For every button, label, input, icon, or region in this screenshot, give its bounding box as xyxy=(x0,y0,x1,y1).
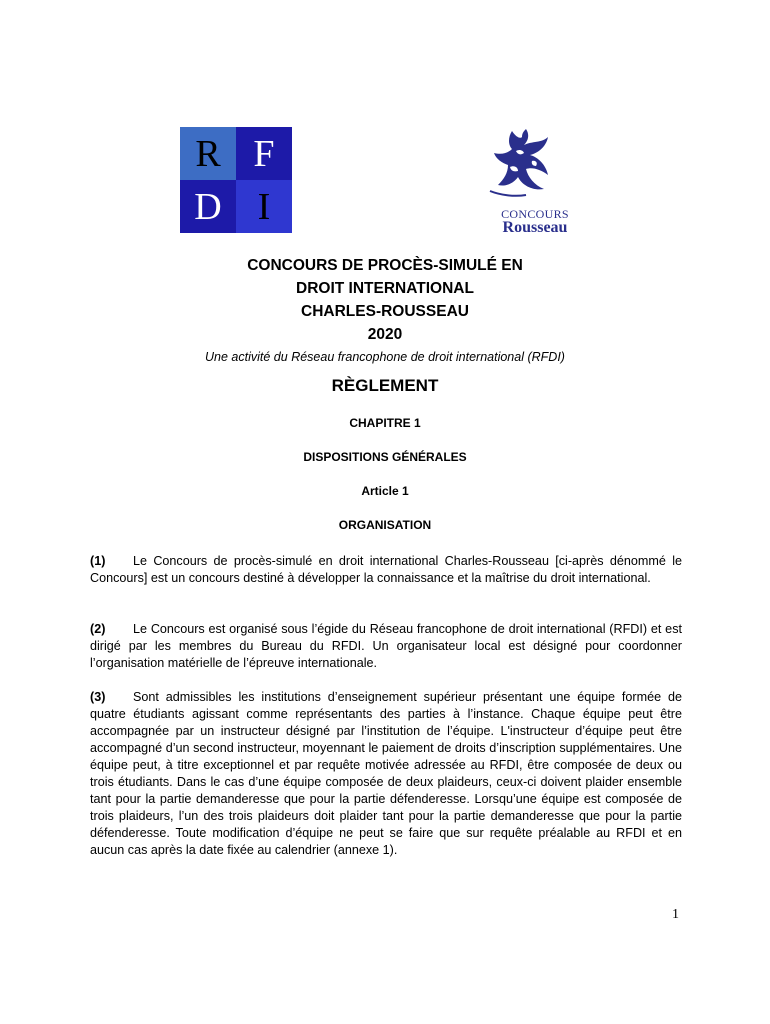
paragraph-number: (1) xyxy=(90,554,106,568)
bird-icon xyxy=(486,125,566,203)
paragraph-number: (3) xyxy=(90,690,106,704)
rfdi-letter-r: R xyxy=(180,127,236,180)
paragraph-1 xyxy=(90,553,682,587)
rfdi-letter-f: F xyxy=(236,127,292,180)
concours-rousseau-logo xyxy=(480,125,590,240)
paragraph-text: Le Concours de procès-simulé en droit international Charles-Rousseau [ci-après dénommé le Concours] est un concours destiné à développer la connaissance et la maîtrise du droit international. xyxy=(90,554,682,585)
title-line-4: 2020 xyxy=(367,326,403,343)
section-heading: DISPOSITIONS GÉNÉRALES xyxy=(303,450,467,464)
title-line-1: CONCOURS DE PROCÈS-SIMULÉ EN xyxy=(247,257,523,274)
title-line-2: DROIT INTERNATIONAL xyxy=(296,280,474,297)
title-line-3: CHARLES-ROUSSEAU xyxy=(301,303,469,320)
document-title xyxy=(80,254,690,366)
page-number: 1 xyxy=(672,907,679,922)
rfdi-letter-i: I xyxy=(236,180,292,233)
concours-logo-line2: Rousseau xyxy=(502,219,568,236)
paragraph-text: Sont admissibles les institutions d’enseignement supérieur présentant une équipe formée de quatre étudiants agissant comme représentants des parties à l’instance. Chaque équipe peut être accompagnée par un instructeur désigné par l’institution de l’équipe. L'instructeur d’équipe peut être accompagné d’un second instructeur, moyennant le paiement de droits d’inscription supplémentaires. Une équipe peut, à titre exceptionnel et par requête motivée adressée au RFDI, être composée de deux ou trois étudiants. Dans le cas d’une équipe composée de deux plaideurs, ceux-ci doivent plaider ensemble tant pour la partie demanderesse que pour la partie défenderesse. Lorsqu’une équipe est composée de trois plaideurs, l’un des trois plaideurs doit plaider tant pour la partie demanderesse que pour la partie défenderesse. Toute modification d’équipe ne peut se faire que sur requête préalable au RFDI et en aucun cas après la date fixée au calendrier (annexe 1). xyxy=(90,690,682,857)
chapter-heading: CHAPITRE 1 xyxy=(349,416,421,430)
paragraph-text: Le Concours est organisé sous l’égide du Réseau francophone de droit international (RFDI) et est dirigé par les membres du Bureau du RFDI. Un organisateur local est désigné pour coordonner l’organisation matérielle de l’épreuve internationale. xyxy=(90,622,682,670)
rfdi-logo xyxy=(180,127,292,233)
reglement-heading: RÈGLEMENT xyxy=(331,376,439,395)
article-heading: Article 1 xyxy=(361,484,409,498)
paragraph-number: (2) xyxy=(90,622,106,636)
paragraph-2 xyxy=(90,621,682,672)
article-title: ORGANISATION xyxy=(338,518,432,532)
rfdi-letter-d: D xyxy=(180,180,236,233)
document-subtitle: Une activité du Réseau francophone de droit international (RFDI) xyxy=(205,350,565,364)
paragraph-3 xyxy=(90,689,682,859)
concours-logo-line1: CONCOURS xyxy=(501,207,569,221)
